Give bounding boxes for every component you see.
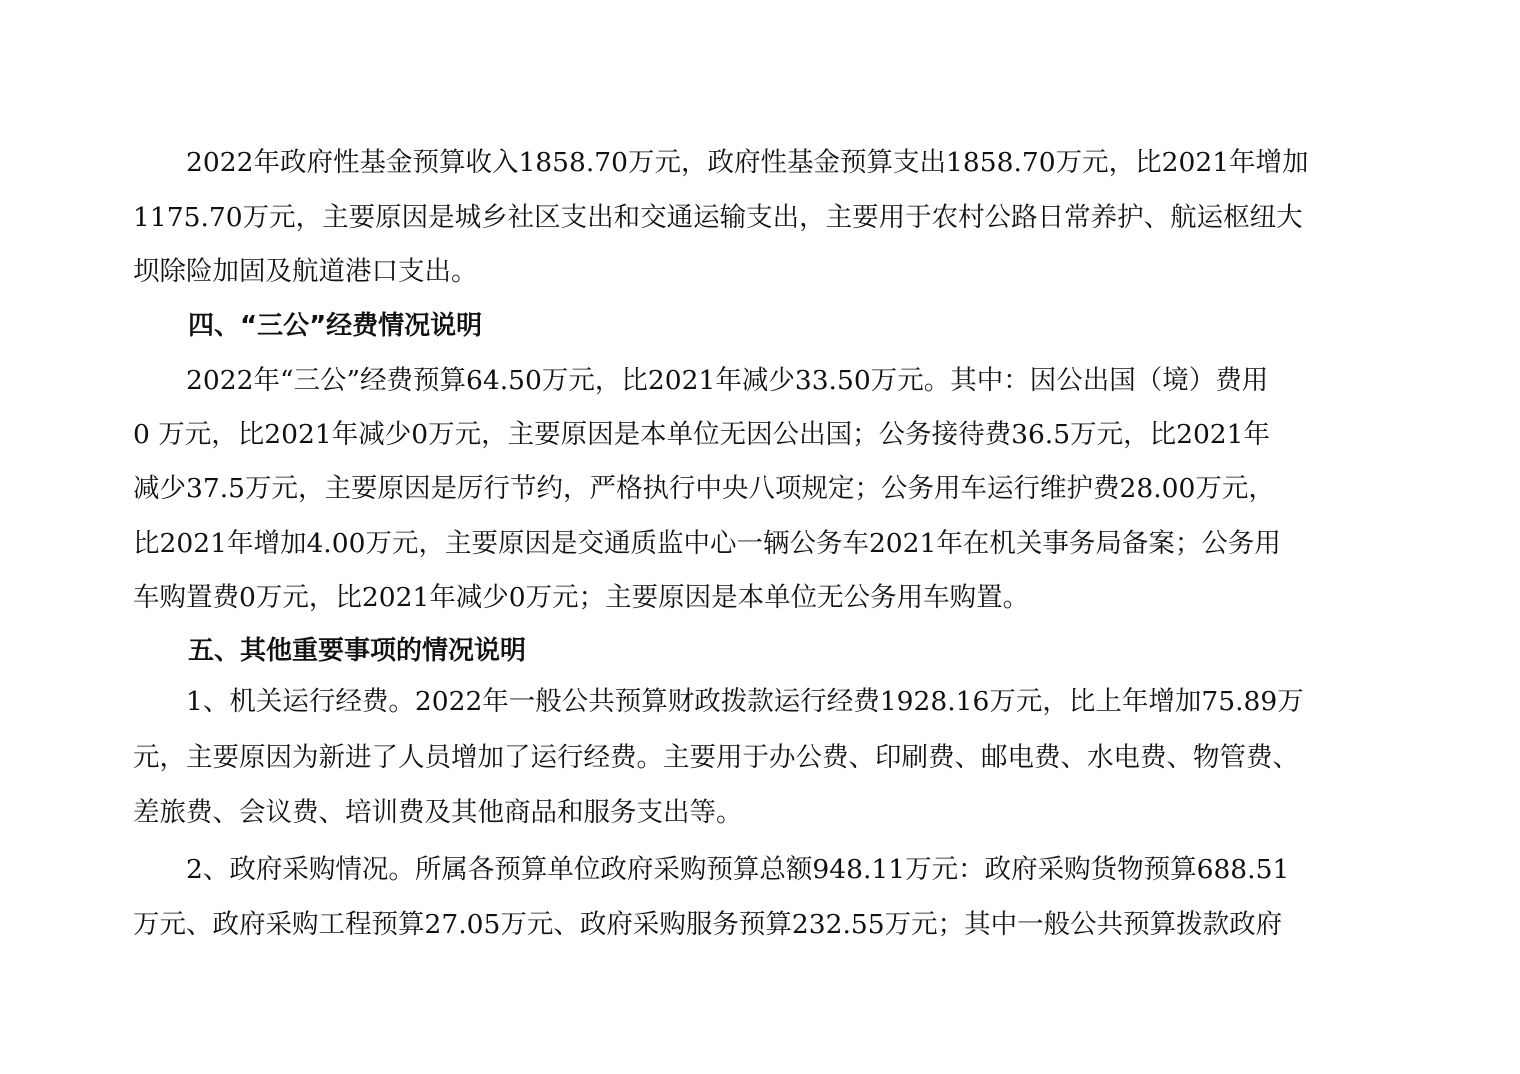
section-heading-five xyxy=(0,624,1520,678)
text-line: 差旅费、会议费、培训费及其他商品和服务支出等。 xyxy=(133,797,743,828)
para-operating-cost-line-1 xyxy=(0,675,1520,729)
text-line: 万元、政府采购工程预算27.05万元、政府采购服务预算232.55万元；其中一般公共预算拨款政府 xyxy=(133,909,1283,940)
text-line: 坝除险加固及航道港口支出。 xyxy=(133,256,478,287)
para-fund-budget-line-1 xyxy=(0,136,1520,190)
text-line: 0 万元，比2021年减少0万元，主要原因是本单位无因公出国；公务接待费36.5万元，比2021年 xyxy=(133,419,1271,450)
para-three-public-line-3 xyxy=(0,462,1520,516)
para-procurement-line-1 xyxy=(0,843,1520,897)
heading-text: 四、“三公”经费情况说明 xyxy=(188,311,483,341)
text-line: 1175.70万元，主要原因是城乡社区支出和交通运输支出，主要用于农村公路日常养护、航运枢纽大 xyxy=(133,202,1303,233)
heading-text: 五、其他重要事项的情况说明 xyxy=(188,636,527,666)
para-procurement-line-2 xyxy=(0,898,1520,952)
para-fund-budget-line-2 xyxy=(0,191,1520,245)
para-three-public-line-5 xyxy=(0,571,1520,625)
para-fund-budget-line-3 xyxy=(0,245,1520,299)
text-line: 元，主要原因为新进了人员增加了运行经费。主要用于办公费、印刷费、邮电费、水电费、物管费、 xyxy=(133,742,1299,773)
para-operating-cost-line-3 xyxy=(0,786,1520,840)
text-line: 减少37.5万元，主要原因是厉行节约，严格执行中央八项规定；公务用车运行维护费28.00万元， xyxy=(133,473,1275,504)
text-line: 比2021年增加4.00万元，主要原因是交通质监中心一辆公务车2021年在机关事务局备案；公务用 xyxy=(133,528,1281,559)
text-line: 2、政府采购情况。所属各预算单位政府采购预算总额948.11万元：政府采购货物预算688.51 xyxy=(186,854,1290,885)
para-three-public-line-4 xyxy=(0,517,1520,571)
section-heading-four xyxy=(0,299,1520,353)
text-line: 2022年政府性基金预算收入1858.70万元，政府性基金预算支出1858.70万元，比2021年增加 xyxy=(186,147,1309,178)
para-operating-cost-line-2 xyxy=(0,731,1520,785)
text-line: 车购置费0万元，比2021年减少0万元；主要原因是本单位无公务用车购置。 xyxy=(133,582,1030,613)
para-three-public-line-2 xyxy=(0,408,1520,462)
para-three-public-line-1 xyxy=(0,354,1520,408)
text-line: 1、机关运行经费。2022年一般公共预算财政拨款运行经费1928.16万元，比上年增加75.89万 xyxy=(186,686,1304,717)
text-line: 2022年“三公”经费预算64.50万元，比2021年减少33.50万元。其中：因公出国（境）费用 xyxy=(186,365,1269,396)
